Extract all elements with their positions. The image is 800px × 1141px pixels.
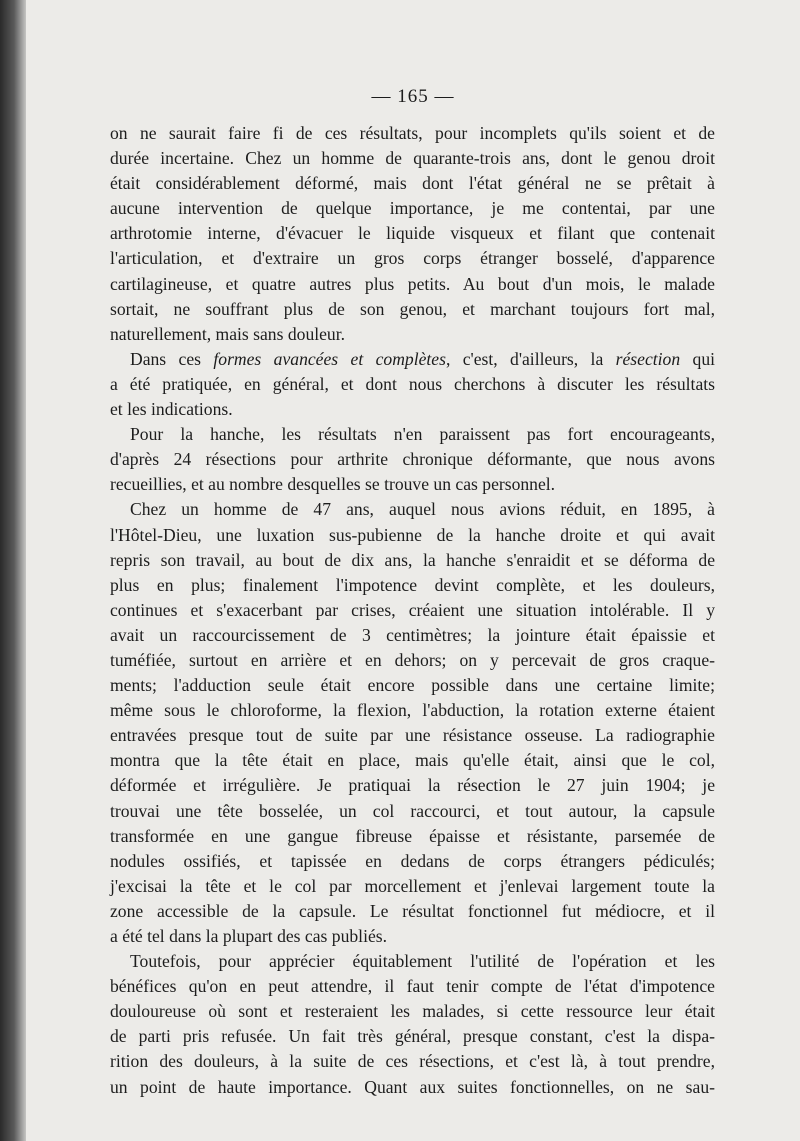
- text-line: l'articulation, et d'extraire un gros corps étranger bosselé, d'apparence: [110, 248, 715, 269]
- text-line: transformée en une gangue fibreuse épaisse et résistante, parsemée de: [110, 825, 715, 846]
- text-line: bénéfices qu'on en peut attendre, il faut tenir compte de l'état d'impotence: [110, 976, 715, 997]
- text-line: aucune intervention de quelque importance, je me contentai, par une: [110, 198, 715, 219]
- text-line: nodules ossifiés, et tapissée en dedans de corps étrangers pédiculés;: [110, 850, 715, 871]
- text-line: et les indications.: [110, 399, 233, 420]
- text-line: d'après 24 résections pour arthrite chronique déformante, que nous avons: [110, 449, 715, 470]
- text-line: sortait, ne souffrant plus de son genou, et marchant toujours fort mal,: [110, 298, 715, 319]
- text-line: arthrotomie interne, d'évacuer le liquide visqueux et filant que contenait: [110, 223, 715, 244]
- italic-phrase: formes avancées et complètes: [213, 348, 446, 369]
- text-line: de parti pris refusée. Un fait très général, presque constant, c'est la dispa-: [110, 1026, 715, 1047]
- text-line: continues et s'exacerbant par crises, créaient une situation intolérable. Il y: [110, 599, 715, 620]
- text-run: qui: [680, 348, 716, 369]
- text-line: entravées presque tout de suite par une résistance osseuse. La radiographie: [110, 725, 715, 746]
- text-line: douloureuse où sont et resteraient les malades, si cette ressource leur était: [110, 1001, 715, 1022]
- text-line: [110, 347, 715, 372]
- text-line: rition des douleurs, à la suite de ces résections, et c'est là, à tout prendre,: [110, 1051, 715, 1072]
- text-line: plus en plus; finalement l'impotence devint complète, et les douleurs,: [110, 574, 715, 595]
- text-line: a été pratiquée, en général, et dont nous cherchons à discuter les résultats: [110, 373, 715, 394]
- text-line: on ne saurait faire fi de ces résultats, pour incomplets qu'ils soient et de: [110, 123, 715, 143]
- text-line: Toutefois, pour apprécier équitablement l'utilité de l'opération et les: [130, 951, 715, 972]
- text-run: Dans ces: [130, 348, 214, 369]
- text-line: j'excisai la tête et le col par morcellement et j'enlevai largement toute la: [110, 875, 715, 896]
- text-line: repris son travail, au bout de dix ans, la hanche s'enraidit et se déforma de: [110, 549, 715, 570]
- text-line: ments; l'adduction seule était encore possible dans une certaine limite;: [110, 675, 715, 696]
- text-line: avait un raccourcissement de 3 centimètres; la jointure était épaissie et: [110, 624, 715, 645]
- text-line: déformée et irrégulière. Je pratiquai la résection le 27 juin 1904; je: [110, 775, 715, 796]
- body-text: [110, 121, 715, 1100]
- text-line: trouvai une tête bosselée, un col raccourci, et tout autour, la capsule: [110, 800, 715, 821]
- text-line: a été tel dans la plupart des cas publiés.: [110, 926, 388, 946]
- page-number: — 165 —: [371, 86, 455, 107]
- text-line: recueillies, et au nombre desquelles se trouve un cas personnel.: [110, 474, 556, 495]
- italic-phrase: résection: [615, 348, 681, 369]
- text-line: l'Hôtel-Dieu, une luxation sus-pubienne de la hanche droite et qui avait: [110, 524, 715, 545]
- text-line: durée incertaine. Chez un homme de quarante-trois ans, dont le genou droit: [110, 148, 715, 169]
- text-line: était considérablement déformé, mais dont l'état général ne se prêtait à: [110, 173, 715, 194]
- text-line: zone accessible de la capsule. Le résultat fonctionnel fut médiocre, et il: [110, 900, 715, 921]
- text-run: , c'est, d'ailleurs, la: [445, 348, 616, 369]
- text-line: même sous le chloroforme, la flexion, l'abduction, la rotation externe étaient: [110, 700, 715, 721]
- text-line: Chez un homme de 47 ans, auquel nous avions réduit, en 1895, à: [130, 499, 715, 520]
- book-page: [26, 0, 800, 1141]
- text-line: cartilagineuse, et quatre autres plus petits. Au bout d'un mois, le malade: [110, 273, 715, 294]
- text-line: montra que la tête était en place, mais qu'elle était, ainsi que le col,: [110, 750, 715, 771]
- text-line: Pour la hanche, les résultats n'en paraissent pas fort encourageants,: [130, 424, 715, 445]
- text-line: tuméfiée, surtout en arrière et en dehors; on y percevait de gros craque-: [110, 649, 715, 670]
- text-line: un point de haute importance. Quant aux suites fonctionnelles, on ne sau-: [110, 1076, 715, 1097]
- text-line: naturellement, mais sans douleur.: [110, 323, 346, 344]
